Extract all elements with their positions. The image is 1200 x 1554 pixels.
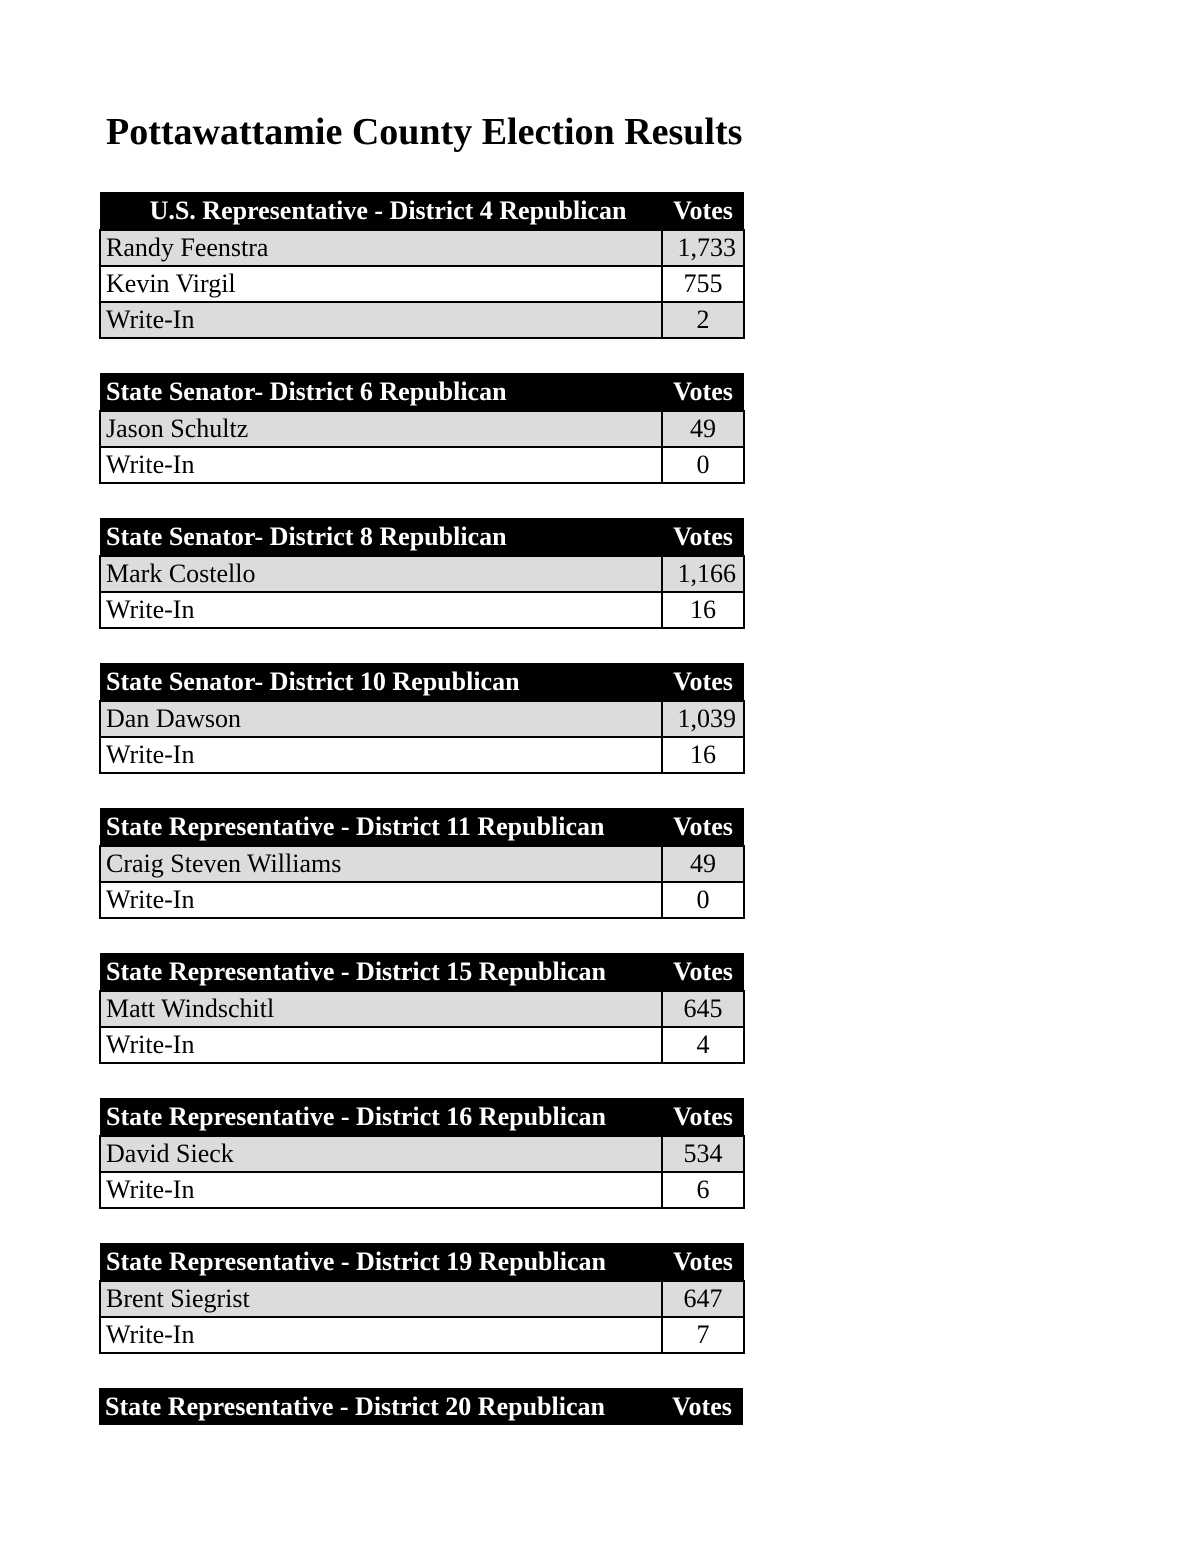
candidate-name: Write-In [100, 302, 662, 338]
race-header-row [100, 1098, 744, 1136]
candidate-name: Randy Feenstra [100, 230, 662, 266]
vote-count: 49 [662, 846, 744, 882]
race-table-state-rep-district-11 [99, 808, 745, 919]
race-header-row [100, 663, 744, 701]
vote-count: 16 [662, 737, 744, 773]
table-row [100, 230, 744, 266]
race-header-row [100, 192, 744, 230]
candidate-name: Write-In [100, 1317, 662, 1353]
table-row [100, 266, 744, 302]
candidate-name: Write-In [100, 1027, 662, 1063]
race-table-state-rep-district-20 [99, 1388, 743, 1425]
vote-count: 7 [662, 1317, 744, 1353]
candidate-name: Brent Siegrist [100, 1281, 662, 1317]
race-table-state-rep-district-15 [99, 953, 745, 1064]
table-row [100, 556, 744, 592]
table-row [100, 1281, 744, 1317]
race-table-us-rep-district-4 [99, 192, 745, 339]
table-row [100, 1172, 744, 1208]
page-title: Pottawattamie County Election Results [106, 111, 743, 153]
vote-count: 49 [662, 411, 744, 447]
race-header-row [100, 1243, 744, 1281]
vote-count: 534 [662, 1136, 744, 1172]
candidate-name: David Sieck [100, 1136, 662, 1172]
candidate-name: Craig Steven Williams [100, 846, 662, 882]
race-header-row [100, 518, 744, 556]
votes-column-header: Votes [662, 518, 744, 556]
table-row [100, 991, 744, 1027]
candidate-name: Write-In [100, 1172, 662, 1208]
candidate-name: Write-In [100, 737, 662, 773]
table-row [100, 302, 744, 338]
vote-count: 0 [662, 447, 744, 483]
votes-column-header: Votes [662, 192, 744, 230]
vote-count: 755 [662, 266, 744, 302]
vote-count: 16 [662, 592, 744, 628]
race-table-state-senator-district-6 [99, 373, 745, 484]
votes-column-header: Votes [662, 808, 744, 846]
vote-count: 1,733 [662, 230, 744, 266]
race-header-row [100, 808, 744, 846]
race-title: State Representative - District 20 Republican [99, 1388, 661, 1425]
votes-column-header: Votes [661, 1388, 743, 1425]
table-row [100, 846, 744, 882]
race-title: State Senator- District 6 Republican [100, 373, 662, 411]
vote-count: 6 [662, 1172, 744, 1208]
table-row [100, 1027, 744, 1063]
votes-column-header: Votes [662, 1098, 744, 1136]
race-table-state-senator-district-8 [99, 518, 745, 629]
vote-count: 2 [662, 302, 744, 338]
race-title: State Representative - District 15 Republican [100, 953, 662, 991]
race-title: State Representative - District 11 Republican [100, 808, 662, 846]
votes-column-header: Votes [662, 953, 744, 991]
candidate-name: Jason Schultz [100, 411, 662, 447]
race-title: State Representative - District 19 Republican [100, 1243, 662, 1281]
race-title: State Senator- District 8 Republican [100, 518, 662, 556]
vote-count: 1,039 [662, 701, 744, 737]
race-title: State Representative - District 16 Republican [100, 1098, 662, 1136]
vote-count: 645 [662, 991, 744, 1027]
candidate-name: Dan Dawson [100, 701, 662, 737]
vote-count: 1,166 [662, 556, 744, 592]
race-table-state-rep-district-19 [99, 1243, 745, 1354]
table-row [100, 447, 744, 483]
race-title: U.S. Representative - District 4 Republican [100, 192, 662, 230]
race-table-state-rep-district-16 [99, 1098, 745, 1209]
table-row [100, 1136, 744, 1172]
candidate-name: Write-In [100, 447, 662, 483]
race-header-row [100, 953, 744, 991]
vote-count: 0 [662, 882, 744, 918]
vote-count: 647 [662, 1281, 744, 1317]
votes-column-header: Votes [662, 373, 744, 411]
race-header-row [100, 373, 744, 411]
candidate-name: Mark Costello [100, 556, 662, 592]
candidate-name: Kevin Virgil [100, 266, 662, 302]
race-header-row [99, 1388, 743, 1425]
candidate-name: Matt Windschitl [100, 991, 662, 1027]
table-row [100, 592, 744, 628]
vote-count: 4 [662, 1027, 744, 1063]
candidate-name: Write-In [100, 882, 662, 918]
race-title: State Senator- District 10 Republican [100, 663, 662, 701]
table-row [100, 1317, 744, 1353]
table-row [100, 701, 744, 737]
table-row [100, 882, 744, 918]
candidate-name: Write-In [100, 592, 662, 628]
votes-column-header: Votes [662, 1243, 744, 1281]
table-row [100, 737, 744, 773]
votes-column-header: Votes [662, 663, 744, 701]
table-row [100, 411, 744, 447]
race-table-state-senator-district-10 [99, 663, 745, 774]
